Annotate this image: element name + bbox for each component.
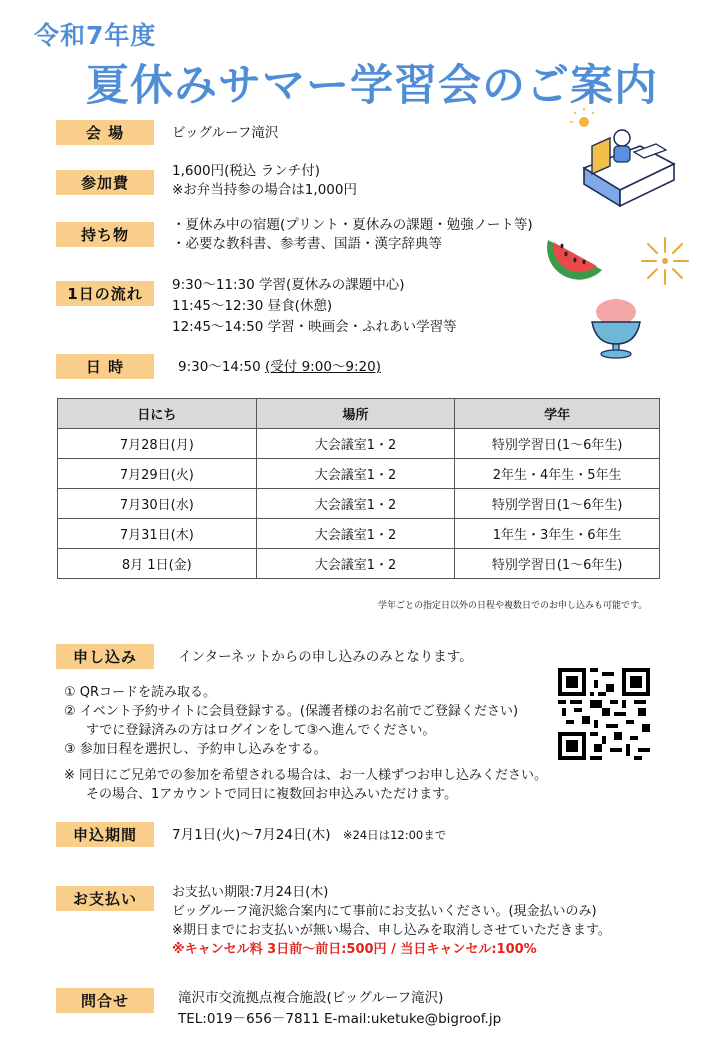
cell-grade: 1年生・3年生・6年生 <box>455 519 660 549</box>
period-note: ※24日は12:00まで <box>342 828 447 842</box>
table-row <box>58 489 660 519</box>
apply-steps <box>64 683 518 759</box>
payment-line2: ビッグルーフ滝沢総合案内にて事前にお支払いください。(現金払いのみ) <box>172 904 597 919</box>
apply-label: 申し込み <box>56 644 154 669</box>
table-row <box>58 519 660 549</box>
apply-note2: その場合、1アカウントで同日に複数回お申込みいただけます。 <box>86 787 458 802</box>
fee-line1: 1,600円(税込 ランチ付) <box>172 163 320 179</box>
belongings-line1: ・夏休み中の宿題(プリント・夏休みの課題・勉強ノート等) <box>172 217 533 233</box>
datetime-time: 9:30～14:50 <box>178 359 261 375</box>
apply-step1: ① QRコードを読み取る。 <box>64 685 217 700</box>
cancel-fee-notice: ※キャンセル料 3日前～前日:500円 / 当日キャンセル:100% <box>172 942 537 957</box>
cell-grade: 特別学習日(1～6年生) <box>455 489 660 519</box>
cell-grade: 特別学習日(1～6年生) <box>455 549 660 579</box>
apply-note1: ※ 同日にご兄弟での参加を希望される場合は、お一人様ずつお申し込みください。 <box>64 768 548 783</box>
payment-label: お支払い <box>56 886 154 911</box>
contact-facility: 滝沢市交流拠点複合施設(ビッグルーフ滝沢) <box>178 990 444 1006</box>
cell-place: 大会議室1・2 <box>256 489 455 519</box>
table-header-row <box>58 399 660 429</box>
apply-step2b: すでに登録済みの方はログインをして③へ進んでください。 <box>86 723 436 738</box>
venue-label: 会 場 <box>56 120 154 145</box>
cell-place: 大会議室1・2 <box>256 459 455 489</box>
cell-date: 7月31日(木) <box>58 519 257 549</box>
cell-place: 大会議室1・2 <box>256 429 455 459</box>
flow-line2: 11:45～12:30 昼食(休憩) <box>172 298 333 314</box>
table-row <box>58 459 660 489</box>
flow-line3: 12:45～14:50 学習・映画会・ふれあい学習等 <box>172 319 457 335</box>
fiscal-year: 令和7年度 <box>34 21 157 50</box>
period-text <box>172 826 446 845</box>
apply-step3: ③ 参加日程を選択し、予約申し込みをする。 <box>64 742 327 757</box>
cell-grade: 特別学習日(1～6年生) <box>455 429 660 459</box>
cell-date: 7月30日(水) <box>58 489 257 519</box>
apply-step2: ② イベント予約サイトに会員登録する。(保護者様のお名前でご登録ください) <box>64 704 519 719</box>
col-header-place: 場所 <box>256 399 455 429</box>
cell-place: 大会議室1・2 <box>256 519 455 549</box>
datetime-text <box>178 358 381 377</box>
belongings-text <box>172 216 533 254</box>
contact-tel-email[interactable]: TEL:019－656－7811 E-mail:uketuke@bigroof.jp <box>178 1011 502 1027</box>
cell-date: 7月29日(火) <box>58 459 257 489</box>
col-header-grade: 学年 <box>455 399 660 429</box>
table-row <box>58 429 660 459</box>
belongings-line2: ・必要な教科書、参考書、国語・漢字辞典等 <box>172 236 442 252</box>
cell-place: 大会議室1・2 <box>256 549 455 579</box>
apply-notes <box>64 766 547 804</box>
period-label: 申込期間 <box>56 822 154 847</box>
contact-label: 問合せ <box>56 988 154 1013</box>
payment-line1: お支払い期限:7月24日(木) <box>172 885 329 900</box>
page-title: 夏休みサマー学習会のご案内 <box>86 61 658 111</box>
firework-illustration <box>638 234 692 288</box>
fee-line2: ※お弁当持参の場合は1,000円 <box>172 182 357 198</box>
datetime-label: 日 時 <box>56 354 154 379</box>
datetime-reception: (受付 9:00～9:20) <box>265 359 381 375</box>
belongings-label: 持ち物 <box>56 222 154 247</box>
cell-date: 8月 1日(金) <box>58 549 257 579</box>
cell-date: 7月28日(月) <box>58 429 257 459</box>
table-row <box>58 549 660 579</box>
payment-line3: ※期日までにお支払いが無い場合、申し込みを取消しさせていただきます。 <box>172 923 611 938</box>
cell-grade: 2年生・4年生・5年生 <box>455 459 660 489</box>
venue-value: ビッグルーフ滝沢 <box>172 125 279 141</box>
schedule-table <box>57 398 660 579</box>
schedule-note: 学年ごとの指定日以外の日程や複数日でのお申し込みも可能です。 <box>378 601 648 611</box>
contact-text <box>178 988 501 1030</box>
flow-text <box>172 275 457 338</box>
payment-text <box>172 883 611 959</box>
flow-line1: 9:30～11:30 学習(夏休みの課題中心) <box>172 277 405 293</box>
apply-lead: インターネットからの申し込みのみとなります。 <box>178 649 473 665</box>
fee-label: 参加費 <box>56 170 154 195</box>
flow-label: 1日の流れ <box>56 281 154 306</box>
fee-text <box>172 162 357 200</box>
col-header-date: 日にち <box>58 399 257 429</box>
watermelon-illustration <box>544 222 608 280</box>
shaved-ice-illustration <box>584 296 646 362</box>
qr-code-image[interactable] <box>558 668 650 760</box>
studying-child-illustration <box>570 108 680 218</box>
period-value: 7月1日(火)～7月24日(木) <box>172 827 331 843</box>
